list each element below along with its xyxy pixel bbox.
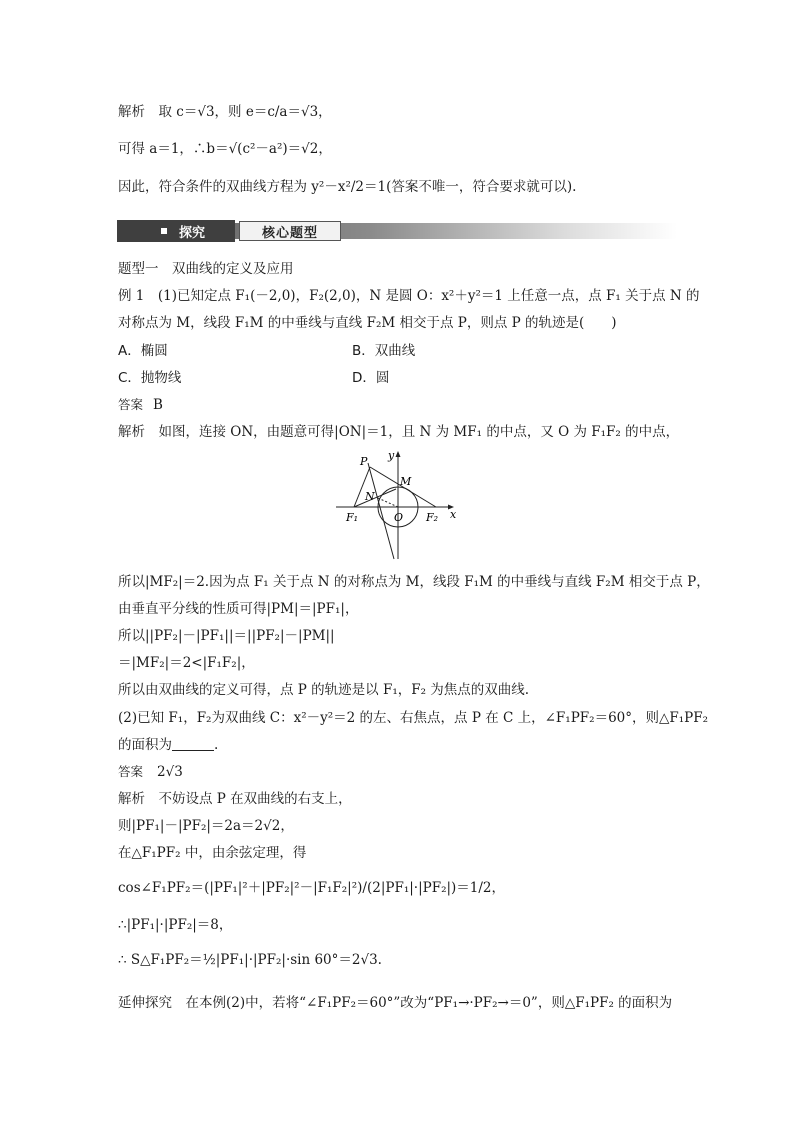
option-b: B．双曲线	[352, 343, 416, 359]
label-f2: F₂	[426, 511, 439, 524]
part2-analysis-line-3: 在△F₁PF₂ 中，由余弦定理，得	[118, 845, 307, 861]
option-d: D．圆	[352, 370, 390, 386]
after-figure-line-1: 所以|MF₂|＝2.因为点 F₁ 关于点 N 的对称点为 M，线段 F₁M 的中垂线与直线 F₂M 相交于点 P，	[118, 574, 710, 590]
type1-title: 题型一 双曲线的定义及应用	[118, 261, 294, 277]
hyperbola-figure	[332, 447, 462, 562]
answer-blank	[172, 736, 214, 751]
top-analysis-line-1: 解析 取 c＝√3，则 e＝c/a＝√3，	[118, 104, 332, 120]
answer-label: 答案	[118, 397, 144, 412]
option-c: C．抛物线	[118, 370, 182, 386]
example1-analysis: 解析 如图，连接 ON，由题意可得|ON|＝1，且 N 为 MF₁ 的中点，又 O 为 F₁F₂ 的中点，	[118, 424, 680, 440]
part2-answer-label: 答案	[118, 764, 144, 779]
segment-o-n	[378, 498, 398, 507]
example1-answer	[118, 395, 163, 415]
example1-line-2: 对称点为 M，线段 F₁M 的中垂线与直线 F₂M 相交于点 P，则点 P 的轨迹是( )	[118, 315, 617, 331]
part2-analysis-line-1: 解析 不妨设点 P 在双曲线的右支上，	[118, 791, 352, 807]
label-m: M	[400, 475, 412, 488]
perpendicular-bisector	[368, 463, 394, 559]
part2-analysis-line-4: cos∠F₁PF₂＝(|PF₁|²＋|PF₂|²－|F₁F₂|²)/(2|PF₁|·|PF₂|)＝1/2，	[118, 880, 506, 896]
label-o: O	[394, 511, 404, 524]
after-figure-line-5: 所以由双曲线的定义可得，点 P 的轨迹是以 F₁，F₂ 为焦点的双曲线.	[118, 682, 530, 698]
section-banner	[117, 220, 677, 242]
example1-line-1: 例 1 (1)已知定点 F₁(－2,0)，F₂(2,0)，N 是圆 O：x²＋y²＝1 上任意一点，点 F₁ 关于点 N 的	[118, 288, 700, 304]
top-analysis-line-2: 可得 a＝1，∴b＝√(c²－a²)＝√2，	[118, 141, 332, 157]
answer-value: B	[153, 397, 163, 413]
after-figure-line-2: 由垂直平分线的性质可得|PM|＝|PF₁|，	[118, 601, 359, 617]
part2-answer	[118, 762, 183, 782]
label-y: y	[388, 449, 395, 462]
square-bullet-icon	[161, 228, 167, 234]
part2-analysis-line-2: 则|PF₁|－|PF₂|＝2a＝2√2，	[118, 818, 294, 834]
part2-answer-value: 2√3	[157, 764, 183, 780]
part2-question-end: .	[214, 737, 219, 753]
after-figure-line-3: 所以||PF₂|－|PF₁||＝||PF₂|－|PM||	[118, 628, 335, 644]
extension-exploration: 延伸探究 在本例(2)中，若将“∠F₁PF₂＝60°”改为“PF₁→·PF₂→＝0”，则△F₁PF₂ 的面积为	[118, 995, 673, 1011]
part2-question-line-2	[118, 735, 218, 755]
after-figure-line-4: ＝|MF₂|＝2<|F₁F₂|，	[118, 655, 255, 671]
option-a: A．椭圆	[118, 343, 168, 359]
banner-left-tab	[117, 220, 235, 242]
banner-right-tab: 核心题型	[239, 221, 341, 241]
part2-analysis-line-6: ∴ S△F₁PF₂＝½|PF₁|·|PF₂|·sin 60°＝2√3.	[118, 952, 382, 968]
part2-analysis-line-5: ∴|PF₁|·|PF₂|＝8，	[118, 917, 233, 933]
banner-left-label: 探究	[179, 225, 206, 241]
label-p: P	[360, 455, 368, 468]
part2-question-text: 的面积为	[118, 737, 172, 753]
top-analysis-line-3: 因此，符合条件的双曲线方程为 y²－x²/2＝1(答案不唯一，符合要求就可以).	[118, 179, 577, 195]
label-n: N	[365, 490, 375, 503]
label-x: x	[450, 508, 457, 521]
label-f1: F₁	[346, 511, 359, 524]
y-axis-arrow-icon	[396, 451, 401, 457]
part2-question-line-1: (2)已知 F₁，F₂为双曲线 C：x²－y²＝2 的左、右焦点，点 P 在 C 上，∠F₁PF₂＝60°，则△F₁PF₂	[118, 710, 709, 726]
